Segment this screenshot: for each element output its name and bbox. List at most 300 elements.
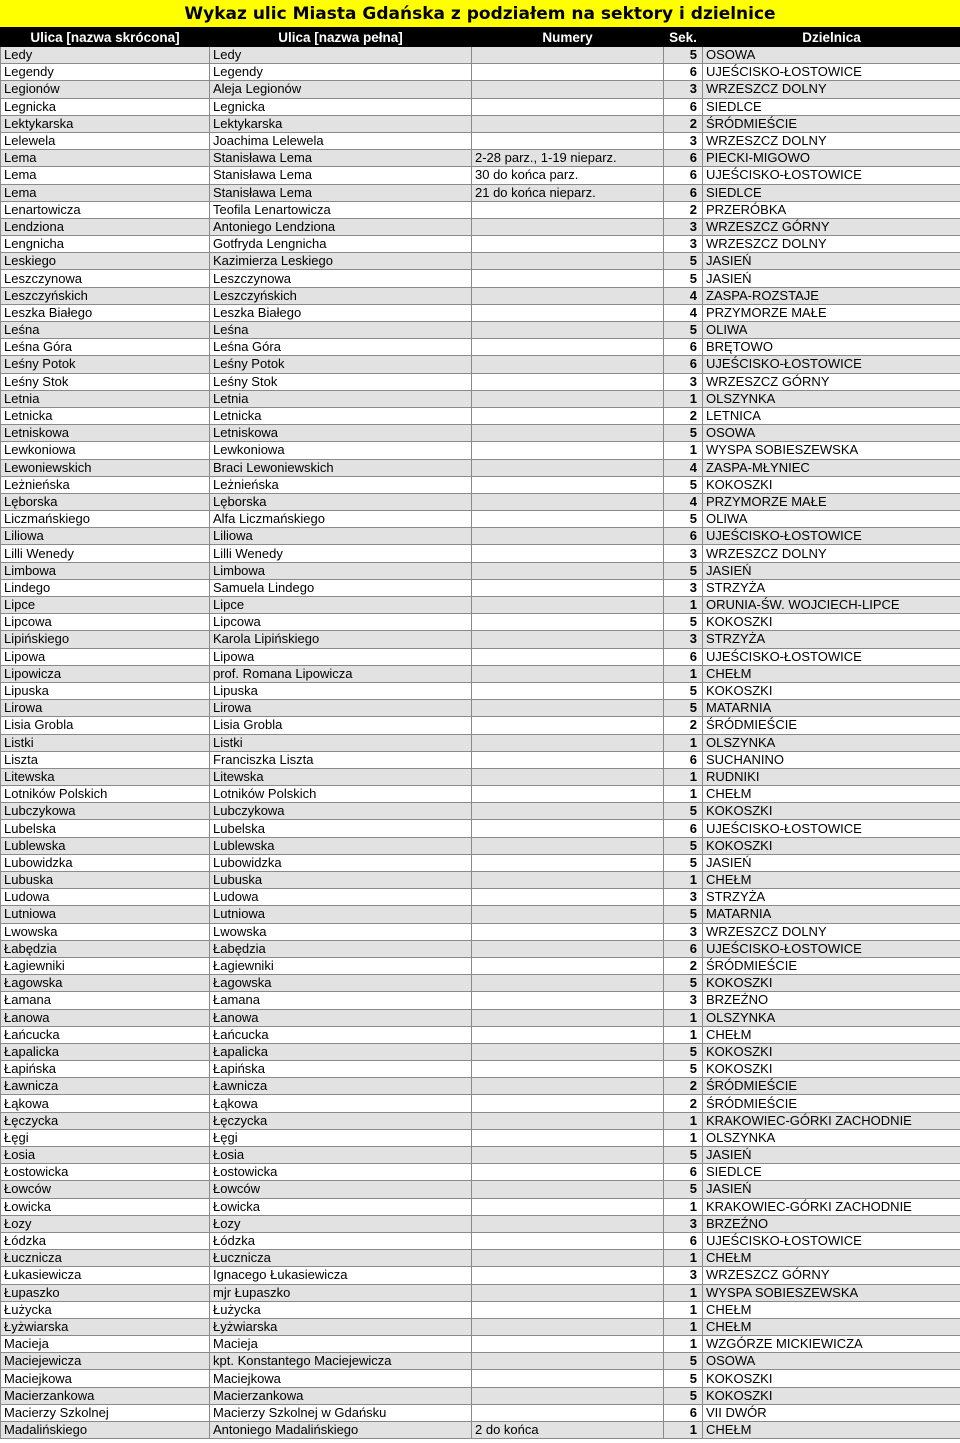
cell-short-name: Lirowa bbox=[1, 700, 210, 717]
cell-full-name: Antoniego Madalińskiego bbox=[210, 1422, 472, 1439]
cell-full-name: Lipce bbox=[210, 597, 472, 614]
table-row bbox=[1, 872, 960, 889]
table-row bbox=[1, 1129, 960, 1146]
cell-sector: 5 bbox=[664, 425, 703, 442]
table-row bbox=[1, 957, 960, 974]
cell-numbers bbox=[472, 201, 664, 218]
cell-numbers bbox=[472, 579, 664, 596]
cell-full-name: Lewkoniowa bbox=[210, 442, 472, 459]
cell-short-name: Lubczykowa bbox=[1, 803, 210, 820]
cell-numbers bbox=[472, 1164, 664, 1181]
cell-numbers bbox=[472, 1301, 664, 1318]
cell-short-name: Lęborska bbox=[1, 493, 210, 510]
cell-sector: 3 bbox=[664, 1267, 703, 1284]
cell-district: UJEŚCISKO-ŁOSTOWICE bbox=[703, 528, 960, 545]
cell-sector: 5 bbox=[664, 614, 703, 631]
cell-sector: 5 bbox=[664, 854, 703, 871]
cell-short-name: Lema bbox=[1, 150, 210, 167]
cell-short-name: Letnicka bbox=[1, 407, 210, 424]
cell-district: BRZEŹNO bbox=[703, 1215, 960, 1232]
cell-full-name: Joachima Lelewela bbox=[210, 132, 472, 149]
cell-numbers bbox=[472, 872, 664, 889]
cell-sector: 6 bbox=[664, 648, 703, 665]
cell-numbers bbox=[472, 562, 664, 579]
cell-sector: 1 bbox=[664, 1009, 703, 1026]
cell-short-name: Łosia bbox=[1, 1147, 210, 1164]
cell-full-name: Łucznicza bbox=[210, 1250, 472, 1267]
table-row bbox=[1, 751, 960, 768]
cell-short-name: Łowicka bbox=[1, 1198, 210, 1215]
cell-sector: 5 bbox=[664, 1043, 703, 1060]
cell-numbers bbox=[472, 287, 664, 304]
table-row bbox=[1, 786, 960, 803]
cell-district: KOKOSZKI bbox=[703, 614, 960, 631]
cell-district: BRZEŹNO bbox=[703, 992, 960, 1009]
cell-sector: 5 bbox=[664, 476, 703, 493]
cell-sector: 6 bbox=[664, 98, 703, 115]
cell-numbers bbox=[472, 1129, 664, 1146]
cell-full-name: Braci Lewoniewskich bbox=[210, 459, 472, 476]
table-row bbox=[1, 854, 960, 871]
cell-full-name: Łagowska bbox=[210, 975, 472, 992]
cell-full-name: Ledy bbox=[210, 47, 472, 64]
header-sector: Sek. bbox=[664, 28, 703, 47]
cell-district: MATARNIA bbox=[703, 700, 960, 717]
cell-district: OSOWA bbox=[703, 47, 960, 64]
table-row bbox=[1, 184, 960, 201]
cell-full-name: Leszczyńskich bbox=[210, 287, 472, 304]
table-row bbox=[1, 322, 960, 339]
cell-numbers bbox=[472, 132, 664, 149]
cell-numbers bbox=[472, 511, 664, 528]
cell-sector: 6 bbox=[664, 339, 703, 356]
cell-sector: 4 bbox=[664, 459, 703, 476]
cell-full-name: Lutniowa bbox=[210, 906, 472, 923]
cell-numbers bbox=[472, 1387, 664, 1404]
cell-short-name: Leżnieńska bbox=[1, 476, 210, 493]
cell-numbers bbox=[472, 614, 664, 631]
cell-sector: 1 bbox=[664, 1422, 703, 1439]
cell-short-name: Maciejewicza bbox=[1, 1353, 210, 1370]
table-row bbox=[1, 356, 960, 373]
cell-sector: 3 bbox=[664, 236, 703, 253]
cell-full-name: Łanowa bbox=[210, 1009, 472, 1026]
cell-sector: 1 bbox=[664, 1318, 703, 1335]
cell-numbers bbox=[472, 1318, 664, 1335]
cell-short-name: Legionów bbox=[1, 81, 210, 98]
cell-district: ŚRÓDMIEŚCIE bbox=[703, 957, 960, 974]
cell-short-name: Leszczyńskich bbox=[1, 287, 210, 304]
cell-district: SIEDLCE bbox=[703, 98, 960, 115]
cell-district: KOKOSZKI bbox=[703, 1061, 960, 1078]
cell-sector: 5 bbox=[664, 803, 703, 820]
cell-full-name: Lipuska bbox=[210, 682, 472, 699]
cell-sector: 3 bbox=[664, 579, 703, 596]
cell-sector: 3 bbox=[664, 545, 703, 562]
cell-numbers bbox=[472, 528, 664, 545]
cell-short-name: Ludowa bbox=[1, 889, 210, 906]
cell-numbers bbox=[472, 1043, 664, 1060]
cell-short-name: Lubuska bbox=[1, 872, 210, 889]
cell-sector: 6 bbox=[664, 167, 703, 184]
cell-short-name: Lindego bbox=[1, 579, 210, 596]
cell-full-name: Łabędzia bbox=[210, 940, 472, 957]
cell-numbers bbox=[472, 597, 664, 614]
cell-full-name: Samuela Lindego bbox=[210, 579, 472, 596]
cell-short-name: Lewoniewskich bbox=[1, 459, 210, 476]
cell-numbers bbox=[472, 820, 664, 837]
table-row bbox=[1, 476, 960, 493]
table-row bbox=[1, 201, 960, 218]
cell-short-name: Lisia Grobla bbox=[1, 717, 210, 734]
cell-district: CHEŁM bbox=[703, 1422, 960, 1439]
cell-district: OLSZYNKA bbox=[703, 390, 960, 407]
cell-full-name: Antoniego Lendziona bbox=[210, 218, 472, 235]
cell-district: CHEŁM bbox=[703, 1026, 960, 1043]
cell-numbers bbox=[472, 1370, 664, 1387]
cell-full-name: Ludowa bbox=[210, 889, 472, 906]
table-row bbox=[1, 923, 960, 940]
cell-short-name: Leskiego bbox=[1, 253, 210, 270]
cell-sector: 2 bbox=[664, 717, 703, 734]
table-row bbox=[1, 511, 960, 528]
cell-district: ZASPA-MŁYNIEC bbox=[703, 459, 960, 476]
cell-sector: 6 bbox=[664, 528, 703, 545]
cell-full-name: Letnia bbox=[210, 390, 472, 407]
cell-numbers bbox=[472, 1284, 664, 1301]
cell-short-name: Łucznicza bbox=[1, 1250, 210, 1267]
table-row bbox=[1, 47, 960, 64]
cell-short-name: Łupaszko bbox=[1, 1284, 210, 1301]
cell-district: STRZYŻA bbox=[703, 579, 960, 596]
cell-short-name: Łagiewniki bbox=[1, 957, 210, 974]
table-row bbox=[1, 1370, 960, 1387]
cell-district: UJEŚCISKO-ŁOSTOWICE bbox=[703, 64, 960, 81]
cell-numbers bbox=[472, 975, 664, 992]
table-row bbox=[1, 1232, 960, 1249]
cell-full-name: Łozy bbox=[210, 1215, 472, 1232]
cell-district: WRZESZCZ DOLNY bbox=[703, 81, 960, 98]
cell-short-name: Macierzankowa bbox=[1, 1387, 210, 1404]
cell-full-name: Leżnieńska bbox=[210, 476, 472, 493]
cell-district: WYSPA SOBIESZEWSKA bbox=[703, 442, 960, 459]
cell-district: KOKOSZKI bbox=[703, 1043, 960, 1060]
cell-numbers bbox=[472, 81, 664, 98]
cell-district: OLSZYNKA bbox=[703, 734, 960, 751]
cell-full-name: Ignacego Łukasiewicza bbox=[210, 1267, 472, 1284]
table-row bbox=[1, 889, 960, 906]
cell-full-name: Karola Lipińskiego bbox=[210, 631, 472, 648]
cell-numbers bbox=[472, 648, 664, 665]
cell-full-name: Limbowa bbox=[210, 562, 472, 579]
table-row bbox=[1, 218, 960, 235]
cell-sector: 6 bbox=[664, 1232, 703, 1249]
cell-district: UJEŚCISKO-ŁOSTOWICE bbox=[703, 356, 960, 373]
cell-short-name: Łódzka bbox=[1, 1232, 210, 1249]
cell-sector: 1 bbox=[664, 1250, 703, 1267]
cell-short-name: Listki bbox=[1, 734, 210, 751]
cell-full-name: Gotfryda Lengnicha bbox=[210, 236, 472, 253]
table-row bbox=[1, 1284, 960, 1301]
cell-full-name: Lotników Polskich bbox=[210, 786, 472, 803]
table-row bbox=[1, 64, 960, 81]
cell-numbers bbox=[472, 1009, 664, 1026]
table-row bbox=[1, 1422, 960, 1439]
table-row bbox=[1, 803, 960, 820]
cell-full-name: Franciszka Liszta bbox=[210, 751, 472, 768]
cell-full-name: Alfa Liczmańskiego bbox=[210, 511, 472, 528]
cell-full-name: Legnicka bbox=[210, 98, 472, 115]
cell-sector: 5 bbox=[664, 700, 703, 717]
cell-numbers bbox=[472, 390, 664, 407]
cell-full-name: prof. Romana Lipowicza bbox=[210, 665, 472, 682]
cell-district: WRZESZCZ GÓRNY bbox=[703, 373, 960, 390]
cell-sector: 3 bbox=[664, 218, 703, 235]
cell-sector: 3 bbox=[664, 81, 703, 98]
cell-sector: 1 bbox=[664, 390, 703, 407]
cell-short-name: Łęczycka bbox=[1, 1112, 210, 1129]
cell-full-name: Lubczykowa bbox=[210, 803, 472, 820]
table-row bbox=[1, 1404, 960, 1421]
cell-full-name: Stanisława Lema bbox=[210, 184, 472, 201]
table-row bbox=[1, 1095, 960, 1112]
cell-numbers bbox=[472, 64, 664, 81]
cell-full-name: Łosia bbox=[210, 1147, 472, 1164]
cell-sector: 5 bbox=[664, 1147, 703, 1164]
cell-district: STRZYŻA bbox=[703, 889, 960, 906]
table-row bbox=[1, 734, 960, 751]
table-row bbox=[1, 1164, 960, 1181]
cell-full-name: Stanisława Lema bbox=[210, 167, 472, 184]
cell-numbers bbox=[472, 889, 664, 906]
table-row bbox=[1, 1147, 960, 1164]
cell-short-name: Lilli Wenedy bbox=[1, 545, 210, 562]
cell-full-name: Liliowa bbox=[210, 528, 472, 545]
cell-district: KOKOSZKI bbox=[703, 682, 960, 699]
cell-short-name: Legendy bbox=[1, 64, 210, 81]
cell-numbers bbox=[472, 906, 664, 923]
cell-district: KOKOSZKI bbox=[703, 975, 960, 992]
table-row bbox=[1, 373, 960, 390]
cell-sector: 1 bbox=[664, 1112, 703, 1129]
table-row bbox=[1, 1198, 960, 1215]
cell-district: PRZYMORZE MAŁE bbox=[703, 493, 960, 510]
cell-numbers bbox=[472, 1078, 664, 1095]
cell-short-name: Łukasiewicza bbox=[1, 1267, 210, 1284]
cell-district: WRZESZCZ DOLNY bbox=[703, 923, 960, 940]
table-row bbox=[1, 648, 960, 665]
cell-short-name: Leszczynowa bbox=[1, 270, 210, 287]
cell-district: JASIEŃ bbox=[703, 1147, 960, 1164]
cell-district: UJEŚCISKO-ŁOSTOWICE bbox=[703, 1232, 960, 1249]
cell-full-name: Łowicka bbox=[210, 1198, 472, 1215]
table-row bbox=[1, 1112, 960, 1129]
cell-district: UJEŚCISKO-ŁOSTOWICE bbox=[703, 940, 960, 957]
cell-short-name: Leśny Potok bbox=[1, 356, 210, 373]
cell-full-name: Lubelska bbox=[210, 820, 472, 837]
cell-district: KRAKOWIEC-GÓRKI ZACHODNIE bbox=[703, 1112, 960, 1129]
cell-full-name: Ławnicza bbox=[210, 1078, 472, 1095]
table-row bbox=[1, 81, 960, 98]
cell-sector: 5 bbox=[664, 322, 703, 339]
cell-numbers: 2-28 parz., 1-19 nieparz. bbox=[472, 150, 664, 167]
cell-district: ŚRÓDMIEŚCIE bbox=[703, 1095, 960, 1112]
cell-district: PIECKI-MIGOWO bbox=[703, 150, 960, 167]
cell-numbers bbox=[472, 1095, 664, 1112]
cell-sector: 3 bbox=[664, 373, 703, 390]
table-row bbox=[1, 1215, 960, 1232]
table-row bbox=[1, 339, 960, 356]
table-row bbox=[1, 150, 960, 167]
table-row bbox=[1, 390, 960, 407]
table-row bbox=[1, 820, 960, 837]
cell-numbers bbox=[472, 837, 664, 854]
cell-short-name: Maciejkowa bbox=[1, 1370, 210, 1387]
table-row bbox=[1, 1318, 960, 1335]
cell-numbers bbox=[472, 442, 664, 459]
cell-full-name: kpt. Konstantego Maciejewicza bbox=[210, 1353, 472, 1370]
cell-sector: 5 bbox=[664, 511, 703, 528]
cell-short-name: Leszka Białego bbox=[1, 304, 210, 321]
cell-sector: 2 bbox=[664, 1095, 703, 1112]
cell-full-name: Łużycka bbox=[210, 1301, 472, 1318]
cell-district: JASIEŃ bbox=[703, 270, 960, 287]
cell-sector: 6 bbox=[664, 1164, 703, 1181]
cell-short-name: Łąkowa bbox=[1, 1095, 210, 1112]
cell-sector: 1 bbox=[664, 1129, 703, 1146]
cell-sector: 6 bbox=[664, 184, 703, 201]
table-row bbox=[1, 717, 960, 734]
cell-full-name: Łódzka bbox=[210, 1232, 472, 1249]
cell-short-name: Macierzy Szkolnej bbox=[1, 1404, 210, 1421]
cell-sector: 5 bbox=[664, 1387, 703, 1404]
cell-district: SIEDLCE bbox=[703, 1164, 960, 1181]
cell-numbers bbox=[472, 751, 664, 768]
cell-full-name: Macierzankowa bbox=[210, 1387, 472, 1404]
table-row bbox=[1, 407, 960, 424]
cell-numbers bbox=[472, 115, 664, 132]
cell-district: PRZERÓBKA bbox=[703, 201, 960, 218]
cell-sector: 5 bbox=[664, 562, 703, 579]
cell-short-name: Macieja bbox=[1, 1336, 210, 1353]
cell-short-name: Lipcowa bbox=[1, 614, 210, 631]
cell-numbers bbox=[472, 768, 664, 785]
cell-sector: 5 bbox=[664, 1061, 703, 1078]
cell-numbers bbox=[472, 923, 664, 940]
table-row bbox=[1, 1250, 960, 1267]
cell-sector: 1 bbox=[664, 734, 703, 751]
cell-short-name: Lenartowicza bbox=[1, 201, 210, 218]
cell-district: WRZESZCZ DOLNY bbox=[703, 132, 960, 149]
cell-numbers bbox=[472, 1250, 664, 1267]
table-row bbox=[1, 700, 960, 717]
cell-numbers bbox=[472, 717, 664, 734]
table-row bbox=[1, 1301, 960, 1318]
cell-full-name: Lipcowa bbox=[210, 614, 472, 631]
cell-district: CHEŁM bbox=[703, 1318, 960, 1335]
cell-numbers bbox=[472, 803, 664, 820]
cell-sector: 6 bbox=[664, 940, 703, 957]
table-row bbox=[1, 682, 960, 699]
cell-short-name: Lengnicha bbox=[1, 236, 210, 253]
table-row bbox=[1, 98, 960, 115]
table-row bbox=[1, 1336, 960, 1353]
cell-district: JASIEŃ bbox=[703, 562, 960, 579]
table-row bbox=[1, 1009, 960, 1026]
cell-numbers bbox=[472, 356, 664, 373]
cell-district: CHEŁM bbox=[703, 872, 960, 889]
cell-numbers bbox=[472, 1336, 664, 1353]
cell-numbers bbox=[472, 253, 664, 270]
cell-full-name: Leśny Stok bbox=[210, 373, 472, 390]
cell-sector: 6 bbox=[664, 820, 703, 837]
cell-district: JASIEŃ bbox=[703, 1181, 960, 1198]
cell-full-name: Maciejkowa bbox=[210, 1370, 472, 1387]
cell-numbers bbox=[472, 339, 664, 356]
cell-short-name: Lipowa bbox=[1, 648, 210, 665]
cell-full-name: Legendy bbox=[210, 64, 472, 81]
cell-district: WZGÓRZE MICKIEWICZA bbox=[703, 1336, 960, 1353]
cell-district: PRZYMORZE MAŁE bbox=[703, 304, 960, 321]
cell-district: WRZESZCZ DOLNY bbox=[703, 236, 960, 253]
cell-short-name: Łańcucka bbox=[1, 1026, 210, 1043]
cell-sector: 5 bbox=[664, 47, 703, 64]
header-district: Dzielnica bbox=[703, 28, 960, 47]
cell-short-name: Liliowa bbox=[1, 528, 210, 545]
cell-sector: 2 bbox=[664, 201, 703, 218]
cell-short-name: Lubelska bbox=[1, 820, 210, 837]
cell-numbers bbox=[472, 940, 664, 957]
cell-numbers bbox=[472, 98, 664, 115]
cell-full-name: Łapalicka bbox=[210, 1043, 472, 1060]
cell-sector: 2 bbox=[664, 1078, 703, 1095]
cell-full-name: Aleja Legionów bbox=[210, 81, 472, 98]
table-row bbox=[1, 562, 960, 579]
cell-numbers bbox=[472, 476, 664, 493]
cell-full-name: Lisia Grobla bbox=[210, 717, 472, 734]
table-row bbox=[1, 906, 960, 923]
cell-numbers bbox=[472, 1404, 664, 1421]
cell-short-name: Łyżwiarska bbox=[1, 1318, 210, 1335]
cell-numbers bbox=[472, 373, 664, 390]
cell-district: WRZESZCZ GÓRNY bbox=[703, 218, 960, 235]
cell-numbers bbox=[472, 425, 664, 442]
cell-sector: 6 bbox=[664, 64, 703, 81]
cell-full-name: Lubuska bbox=[210, 872, 472, 889]
cell-numbers bbox=[472, 1267, 664, 1284]
cell-district: UJEŚCISKO-ŁOSTOWICE bbox=[703, 820, 960, 837]
cell-sector: 6 bbox=[664, 150, 703, 167]
cell-short-name: Lektykarska bbox=[1, 115, 210, 132]
table-row bbox=[1, 614, 960, 631]
cell-full-name: Łamana bbox=[210, 992, 472, 1009]
cell-numbers bbox=[472, 957, 664, 974]
cell-numbers bbox=[472, 1112, 664, 1129]
cell-numbers bbox=[472, 459, 664, 476]
cell-district: ŚRÓDMIEŚCIE bbox=[703, 717, 960, 734]
table-row bbox=[1, 1061, 960, 1078]
cell-full-name: Lipowa bbox=[210, 648, 472, 665]
table-row bbox=[1, 545, 960, 562]
cell-full-name: Lilli Wenedy bbox=[210, 545, 472, 562]
cell-district: CHEŁM bbox=[703, 665, 960, 682]
cell-sector: 3 bbox=[664, 1215, 703, 1232]
cell-short-name: Lelewela bbox=[1, 132, 210, 149]
cell-short-name: Łamana bbox=[1, 992, 210, 1009]
table-row bbox=[1, 1181, 960, 1198]
cell-numbers bbox=[472, 218, 664, 235]
header-row bbox=[1, 28, 960, 47]
